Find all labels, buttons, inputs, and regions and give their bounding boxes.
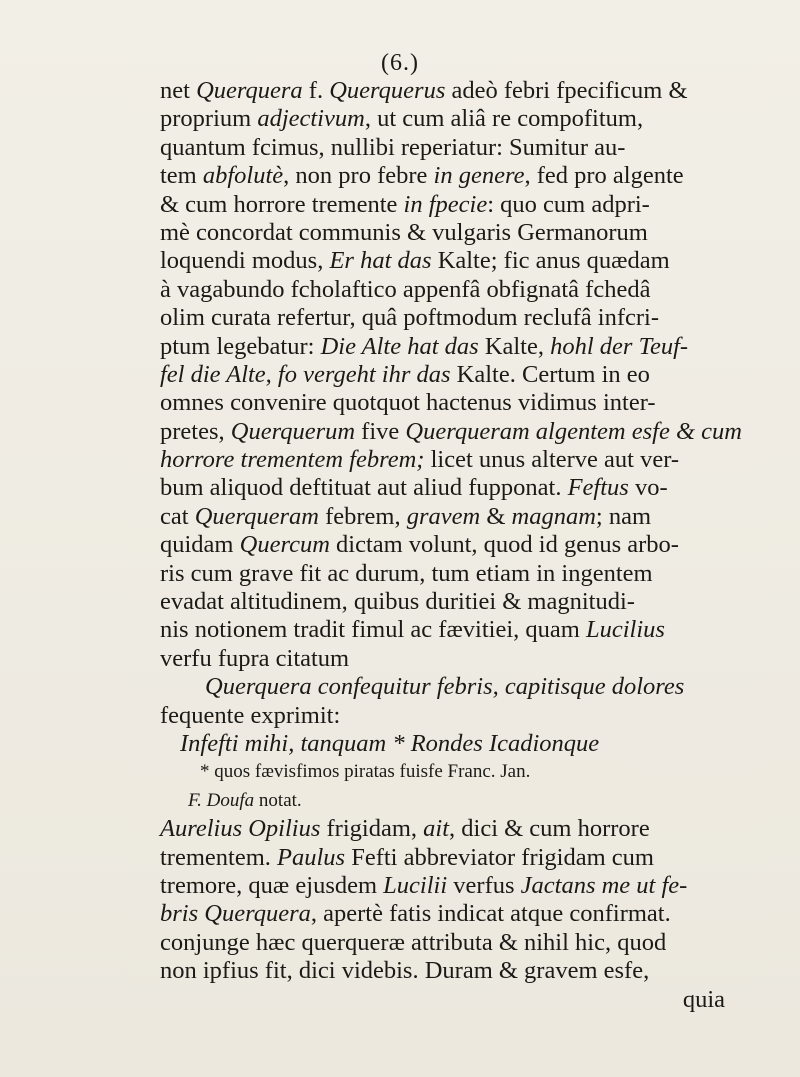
italic-run: Infefti mihi, tanquam * Rondes Icadionque — [180, 729, 600, 757]
roman-run: Fefti abbreviator frigidam cum — [351, 843, 654, 871]
roman-run: ; nam — [595, 502, 652, 530]
italic-run: Querquera — [196, 77, 309, 104]
roman-run: notat. — [258, 789, 302, 811]
italic-run: Querqueram algentem esfe & cum — [405, 417, 742, 445]
text-line — [160, 191, 775, 219]
text-line — [160, 900, 775, 928]
roman-run: , ut cum aliâ re compofitum, — [364, 105, 644, 133]
roman-run: f. — [308, 77, 330, 104]
roman-run: dictam volunt, quod id genus arbo- — [336, 531, 679, 559]
roman-run: proprium — [160, 105, 258, 133]
italic-run: in fpecie — [403, 190, 488, 218]
text-line — [160, 645, 775, 673]
italic-run: Aurelius Opilius — [160, 815, 327, 843]
italic-run: horrore trementem febrem; — [160, 446, 431, 474]
text-line — [160, 304, 775, 332]
text-line — [160, 787, 775, 815]
text-line — [160, 162, 775, 190]
italic-run: Quercum — [239, 531, 337, 559]
italic-run: magnam — [511, 502, 596, 530]
italic-run: hohl der Teuf- — [550, 332, 689, 360]
roman-run: , dici & cum horrore — [449, 815, 650, 843]
roman-run: quia — [682, 985, 725, 1013]
page-number: (6.) — [381, 50, 419, 76]
roman-run: omnes convenire quotquot hactenus vidimus inter- — [160, 389, 656, 417]
text-line — [160, 105, 775, 133]
text-line — [160, 673, 775, 701]
text-line — [160, 361, 775, 389]
roman-run: & — [486, 502, 512, 530]
italic-run: gravem — [406, 502, 487, 530]
text-line — [160, 929, 775, 957]
roman-run: pretes, — [160, 417, 231, 445]
italic-run: bris Querquera — [160, 900, 311, 928]
italic-run: Querqueram — [194, 502, 326, 530]
roman-run: frigidam, — [326, 815, 424, 843]
roman-run: * quos fævisfimos piratas fuisfe Franc. Jan. — [200, 761, 531, 783]
roman-run: conjunge hæc querqueræ attributa & nihil hic, quod — [160, 928, 667, 956]
roman-run: verfu fupra citatum — [160, 644, 350, 672]
roman-run: à vagabundo fcholaftico appenfâ obfignatâ fchedâ — [160, 275, 651, 303]
roman-run: evadat altitudinem, quibus duritiei & magnitudi- — [160, 588, 635, 616]
italic-run: adjectivum — [257, 105, 365, 133]
text-line — [160, 616, 775, 644]
roman-run: five — [361, 417, 406, 445]
text-line — [160, 872, 775, 900]
roman-run: net — [160, 77, 197, 104]
roman-run: tem — [160, 162, 203, 190]
italic-run: in genere — [433, 162, 525, 190]
text-line — [160, 758, 775, 786]
text-line — [160, 247, 775, 275]
italic-run: Er hat das — [329, 247, 438, 275]
roman-run: non ipfius fit, dici videbis. Duram & gravem esfe, — [160, 957, 650, 985]
roman-run: nis notionem tradit fimul ac fævitiei, quam — [160, 616, 586, 644]
roman-run: , apertè fatis indicat atque confirmat. — [310, 900, 671, 928]
roman-run: adeò febri fpecificum & — [451, 77, 688, 104]
italic-run: ait — [423, 815, 450, 843]
roman-run: olim curata refertur, quâ poftmodum reclufâ infcri- — [160, 304, 660, 332]
body-text — [160, 77, 775, 1014]
italic-run: Die Alte hat das — [320, 332, 485, 360]
text-line — [160, 844, 775, 872]
text-line — [160, 588, 775, 616]
italic-run: Querquera confequitur febris, capitisque dolores — [205, 673, 685, 701]
italic-run: Querquerum — [230, 417, 362, 445]
roman-run: quantum fcimus, nullibi reperiatur: Sumitur au- — [160, 133, 626, 161]
roman-run: mè concordat communis & vulgaris Germanorum — [160, 218, 648, 246]
roman-run: & cum horrore tremente — [160, 190, 404, 218]
italic-run: Feftus — [567, 474, 635, 502]
roman-run: Kalte. Certum in eo — [456, 360, 650, 388]
roman-run: , fed pro algente — [524, 162, 684, 190]
text-line — [160, 503, 775, 531]
roman-run: ptum legebatur: — [160, 332, 321, 360]
italic-run: Lucilius — [585, 616, 665, 644]
text-line — [160, 77, 775, 105]
text-line — [160, 815, 775, 843]
text-line — [160, 957, 775, 985]
roman-run: cat — [160, 502, 195, 530]
roman-run: vo- — [634, 474, 668, 502]
text-line — [160, 474, 775, 502]
roman-run: loquendi modus, — [160, 247, 330, 275]
text-line — [160, 702, 775, 730]
roman-run: licet unus alterve aut ver- — [430, 446, 680, 474]
roman-run: bum aliquod deftituat aut aliud fupponat. — [160, 474, 568, 502]
text-line — [160, 134, 775, 162]
text-line — [160, 418, 775, 446]
roman-run: verfus — [453, 871, 521, 899]
text-line — [160, 333, 775, 361]
roman-run: febrem, — [325, 502, 407, 530]
roman-run: Kalte, — [484, 332, 551, 360]
text-line — [160, 389, 775, 417]
italic-run: Lucilii — [383, 871, 454, 899]
text-line — [160, 986, 775, 1014]
text-line — [160, 730, 775, 758]
italic-run: fel die Alte, fo vergeht ihr das — [160, 360, 457, 388]
roman-run: : quo cum adpri- — [487, 190, 650, 218]
italic-run: Querquerus — [329, 77, 452, 104]
text-line — [160, 276, 775, 304]
roman-run: Kalte; fic anus quædam — [437, 247, 670, 275]
roman-run: tremore, quæ ejusdem — [160, 871, 384, 899]
text-line — [160, 560, 775, 588]
roman-run: fequente exprimit: — [160, 701, 341, 729]
italic-run: Jactans me ut fe- — [520, 871, 688, 899]
text-line — [160, 531, 775, 559]
italic-run: Paulus — [277, 843, 352, 871]
roman-run: trementem. — [160, 843, 278, 871]
roman-run: , non pro febre — [283, 162, 434, 190]
italic-run: abfolutè — [202, 162, 284, 190]
roman-run: quidam — [160, 531, 240, 559]
italic-run: F. Doufa — [188, 789, 259, 811]
text-line — [160, 446, 775, 474]
roman-run: ris cum grave fit ac durum, tum etiam in ingentem — [160, 559, 653, 587]
text-line — [160, 219, 775, 247]
